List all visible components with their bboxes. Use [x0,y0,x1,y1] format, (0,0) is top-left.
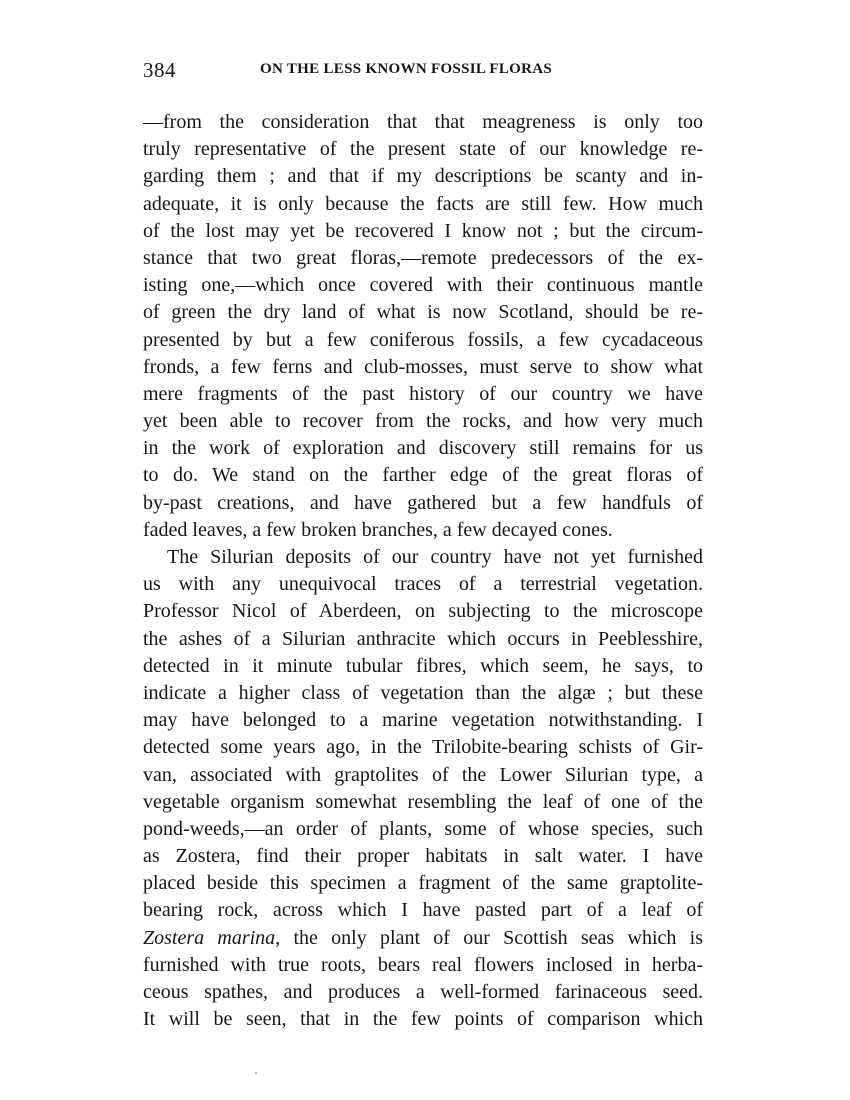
page-number: 384 [143,58,176,82]
text-line: truly representative of the present state of our knowledge re- [143,138,703,161]
text-line: in the work of exploration and discovery still remains for us [143,437,703,460]
text-line: us with any unequivocal traces of a terrestrial vegetation. [143,573,703,596]
text-line-italic [143,925,703,952]
text-line: placed beside this specimen a fragment of the same graptolite- [143,872,703,895]
text-line: faded leaves, a few broken branches, a few decayed cones. [143,518,613,541]
text-line: It will be seen, that in the few points of comparison which [143,1008,703,1031]
text-line: garding them ; and that if my descriptions be scanty and in- [143,165,703,188]
text-line: pond-weeds,—an order of plants, some of whose species, such [143,817,703,840]
text-line: bearing rock, across which I have pasted part of a leaf of [143,899,703,922]
text-line: of the lost may yet be recovered I know not ; but the circum- [143,219,703,242]
body-text [143,109,703,1033]
text-line: the ashes of a Silurian anthracite which occurs in Peeblesshire, [143,627,703,650]
page-header [143,58,703,88]
text-line: isting one,—which once covered with their continuous mantle [143,274,703,297]
text-line: by-past creations, and have gathered but a few handfuls of [143,491,703,514]
text-line: presented by but a few coniferous fossils, a few cycadaceous [143,328,703,351]
text-line: to do. We stand on the farther edge of the great floras of [143,464,703,487]
text-line: detected in it minute tubular fibres, which seem, he says, to [143,654,703,677]
text-line: Professor Nicol of Aberdeen, on subjecting to the microscope [143,600,703,623]
text-line: ceous spathes, and produces a well-formed farinaceous seed. [143,981,703,1003]
text-line: The Silurian deposits of our country have not yet furnished [167,546,703,568]
running-head: ON THE LESS KNOWN FOSSIL FLORAS [260,61,553,77]
text-line: furnished with true roots, bears real flowers inclosed in herba- [143,953,703,976]
species-name: Zostera marina, [143,926,281,949]
text-line: as Zostera, find their proper habitats in salt water. I have [143,845,703,868]
text-line: indicate a higher class of vegetation than the algæ ; but these [143,681,703,704]
text-line: adequate, it is only because the facts are still few. How much [143,192,703,215]
text-line: stance that two great floras,—remote predecessors of the ex- [143,246,703,269]
text-line: fronds, a few ferns and club-mosses, must serve to show what [143,355,703,378]
text-line: mere fragments of the past history of our country we have [143,382,703,405]
text-line: vegetable organism somewhat resembling the leaf of one of the [143,790,703,813]
text-line: yet been able to recover from the rocks, and how very much [143,410,703,433]
text-line: may have belonged to a marine vegetation notwithstanding. I [143,709,703,732]
text-line: van, associated with graptolites of the Lower Silurian type, a [143,763,703,786]
text-line: of green the dry land of what is now Scotland, should be re- [143,301,703,324]
text-line: —from the consideration that that meagreness is only too [143,111,703,133]
text-line: detected some years ago, in the Trilobite-bearing schists of Gir- [143,736,703,759]
text-span: the only plant of our Scottish seas which is [280,926,703,949]
paper-speck [255,1072,257,1074]
